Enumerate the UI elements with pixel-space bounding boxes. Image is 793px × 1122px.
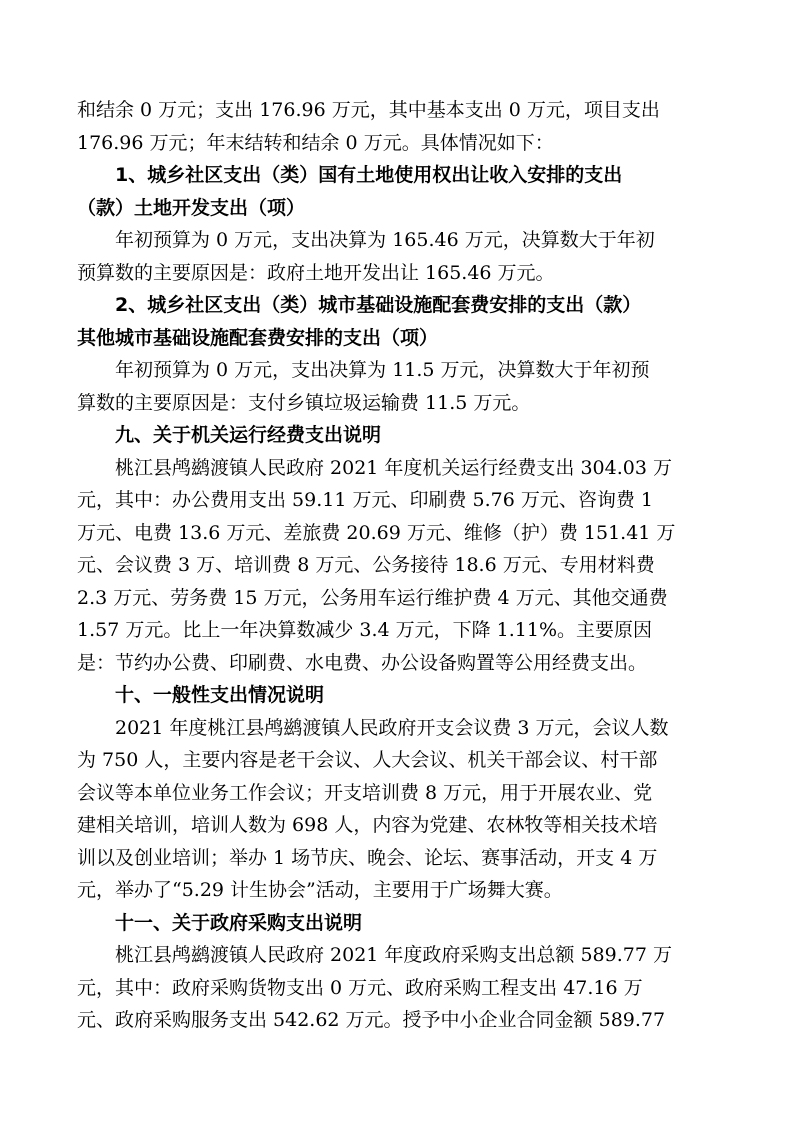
text-line: 训以及创业培训；举办 1 场节庆、晚会、论坛、赛事活动，开支 4 万 xyxy=(77,846,658,869)
text-line: 176.96 万元；年末结转和结余 0 万元。具体情况如下： xyxy=(77,131,554,154)
text-line: 年初预算为 0 万元，支出决算为 165.46 万元，决算数大于年初 xyxy=(115,229,655,251)
text-line: 算数的主要原因是：支付乡镇垃圾运输费 11.5 万元。 xyxy=(77,391,531,414)
text-line: 预算数的主要原因是：政府土地开发出让 165.46 万元。 xyxy=(77,261,555,284)
document-page xyxy=(77,94,725,1037)
text-line: 1.57 万元。比上一年决算数减少 3.4 万元，下降 1.11%。主要原因 xyxy=(77,619,653,641)
text-line: 元、政府采购服务支出 542.62 万元。授予中小企业合同金额 589.77 xyxy=(77,1009,666,1031)
text-line: 建相关培训，培训人数为 698 人，内容为党建、农林牧等相关技术培 xyxy=(77,814,658,836)
section-heading: 九、关于机关运行经费支出说明 xyxy=(115,424,382,446)
text-line: 2021 年度桃江县鸬鹚渡镇人民政府开支会议费 3 万元，会议人数 xyxy=(115,716,669,739)
text-line: 万元、电费 13.6 万元、差旅费 20.69 万元、维修（护）费 151.41 万 xyxy=(77,521,676,544)
section-heading-cont: （款）土地开发支出（项） xyxy=(77,196,306,219)
section-heading: 2、城乡社区支出（类）城市基础设施配套费安排的支出（款） xyxy=(115,294,642,316)
text-line: 会议等本单位业务工作会议；开支培训费 8 万元，用于开展农业、党 xyxy=(77,781,653,804)
section-heading-cont: 其他城市基础设施配套费安排的支出（项） xyxy=(77,326,439,349)
text-line: 和结余 0 万元；支出 176.96 万元，其中基本支出 0 万元，项目支出 xyxy=(77,99,660,121)
section-heading: 十一、关于政府采购支出说明 xyxy=(115,911,363,934)
section-heading: 1、城乡社区支出（类）国有土地使用权出让收入安排的支出 xyxy=(115,164,623,186)
text-line: 是：节约办公费、印刷费、水电费、办公设备购置等公用经费支出。 xyxy=(77,651,648,674)
text-line: 桃江县鸬鹚渡镇人民政府 2021 年度机关运行经费支出 304.03 万 xyxy=(115,456,672,479)
text-line: 元，其中：办公费用支出 59.11 万元、印刷费 5.76 万元、咨询费 1 xyxy=(77,489,653,511)
text-line: 元，举办了“5.29 计生协会”活动，主要用于广场舞大赛。 xyxy=(77,879,563,901)
text-line: 元、会议费 3 万、培训费 8 万元、公务接待 18.6 万元、专用材料费 xyxy=(77,554,655,576)
section-heading: 十、一般性支出情况说明 xyxy=(115,684,325,706)
text-line: 2.3 万元、劳务费 15 万元，公务用车运行维护费 4 万元、其他交通费 xyxy=(77,586,668,609)
text-line: 桃江县鸬鹚渡镇人民政府 2021 年度政府采购支出总额 589.77 万 xyxy=(115,944,672,966)
text-line: 年初预算为 0 万元，支出决算为 11.5 万元，决算数大于年初预 xyxy=(115,359,650,381)
text-line: 为 750 人，主要内容是老干会议、人大会议、机关干部会议、村干部 xyxy=(77,749,658,771)
text-line: 元，其中：政府采购货物支出 0 万元、政府采购工程支出 47.16 万 xyxy=(77,976,643,999)
